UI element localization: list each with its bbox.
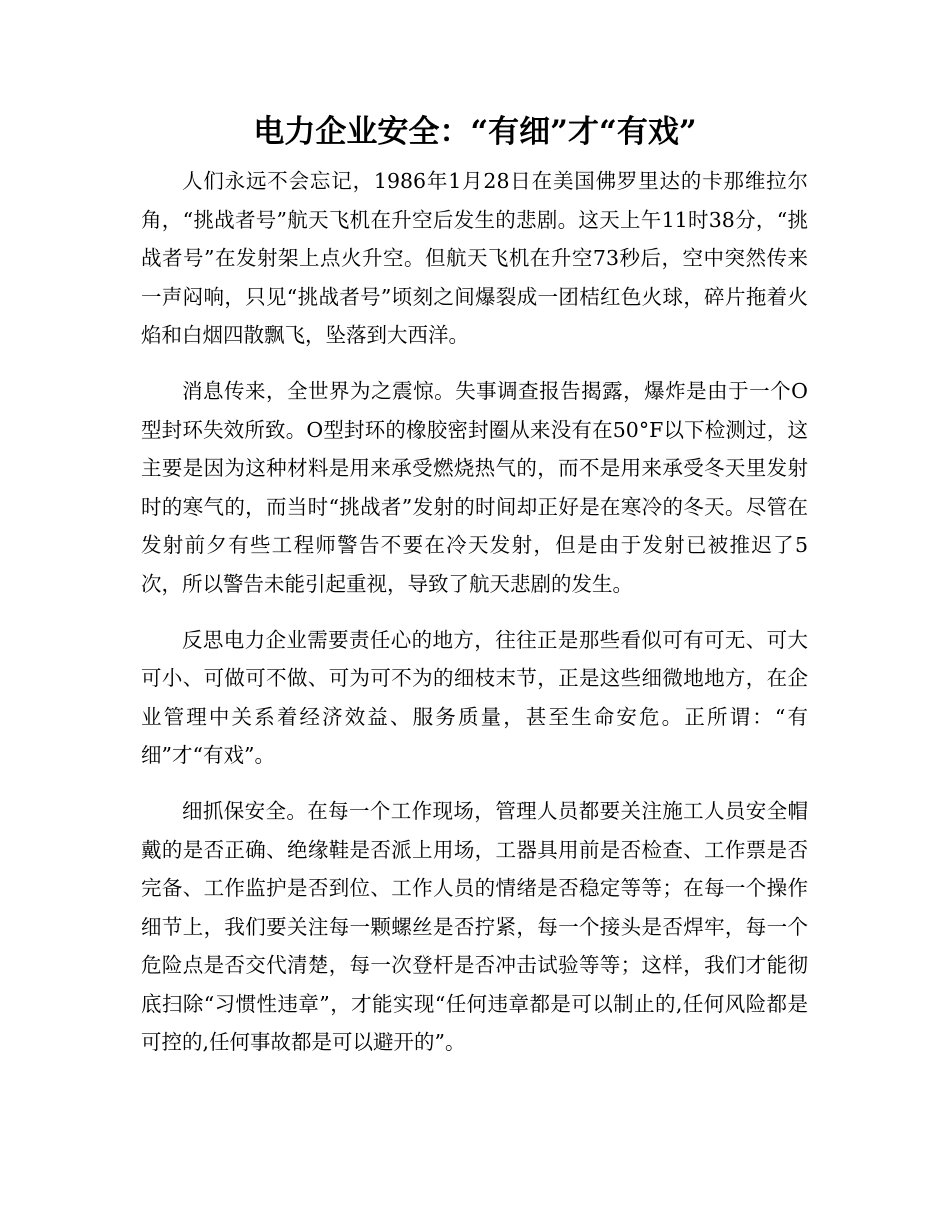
document-title: 电力企业安全：“有细”才“有戏” [253, 114, 697, 150]
paragraph-safety-details: 细抓保安全。在每一个工作现场，管理人员都要关注施工人员安全帽戴的是否正确、绝缘鞋是否派上用场，工器具用前是否检查、工作票是否完备、工作监护是否到位、工作人员的情绪是否稳定等等；在每一个操作细节上，我们要关注每一颗螺丝是否拧紧，每一个接头是否焊牢，每一个危险点是否交代清楚，每一次登杆是否冲击试验等等；这样，我们才能彻底扫除“习惯性违章”，才能实现“任何违章都是可以制止的,任何风险都是可控的,任何事故都是可以避开的”。 [141, 798, 808, 1055]
paragraph-reflection: 反思电力企业需要责任心的地方，往往正是那些看似可有可无、可大可小、可做可不做、可为可不为的细枝末节，正是这些细微地地方，在企业管理中关系着经济效益、服务质量，甚至生命安危。正所谓：“有细”才“有戏”。 [141, 627, 808, 768]
document-body [141, 162, 808, 1079]
paragraph-investigation: 消息传来，全世界为之震惊。失事调查报告揭露，爆炸是由于一个O型封环失效所致。O型封环的橡胶密封圈从来没有在50°F以下检测过，这主要是因为这种材料是用来承受燃烧热气的，而不是用来承受冬天里发射时的寒气的，而当时“挑战者”发射的时间却正好是在寒冷的冬天。尽管在发射前夕有些工程师警告不要在冷天发射，但是由于发射已被推迟了5次，所以警告未能引起重视，导致了航天悲剧的发生。 [141, 378, 808, 596]
paragraph-challenger-disaster: 人们永远不会忘记，1986年1月28日在美国佛罗里达的卡那维拉尔角，“挑战者号”航天飞机在升空后发生的悲剧。这天上午11时38分，“挑战者号”在发射架上点火升空。但航天飞机在升空73秒后，空中突然传来一声闷响，只见“挑战者号”顷刻之间爆裂成一团桔红色火球，碎片拖着火焰和白烟四散飘飞，坠落到大西洋。 [141, 169, 808, 348]
